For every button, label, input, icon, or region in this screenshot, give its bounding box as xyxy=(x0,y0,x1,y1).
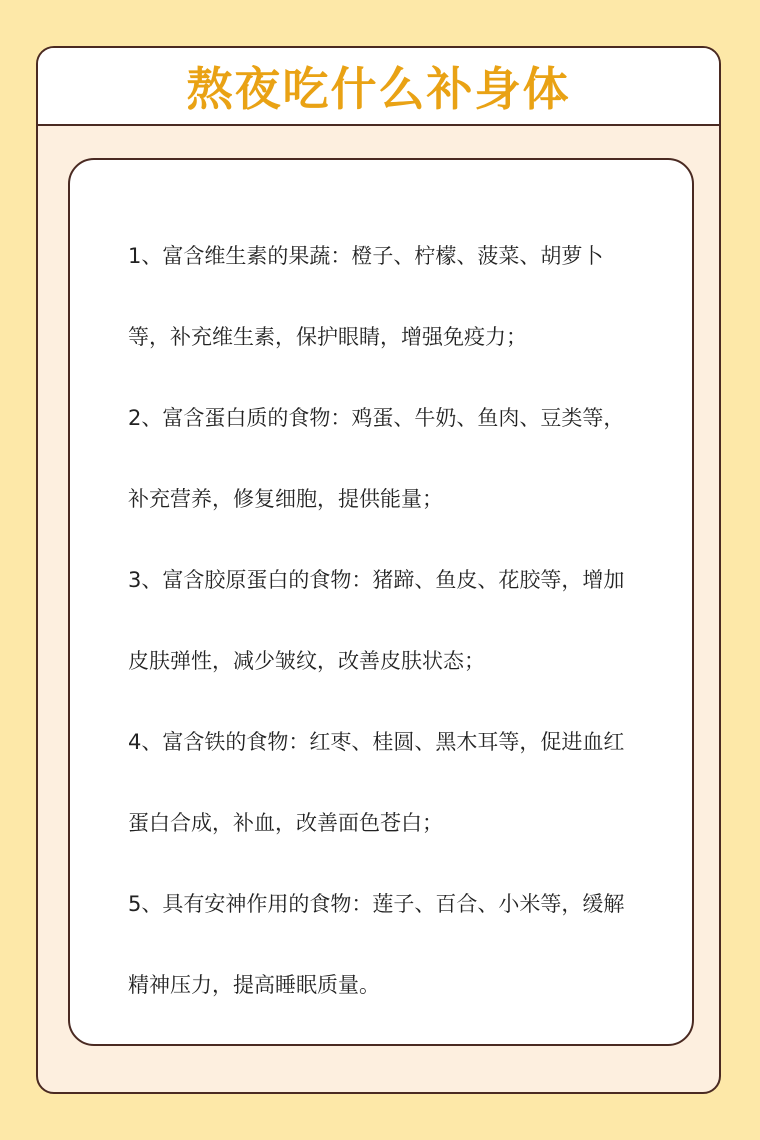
page-title: 熬夜吃什么补身体 xyxy=(186,62,571,116)
header xyxy=(38,48,719,126)
list-item: 2、富含蛋白质的食物：鸡蛋、牛奶、鱼肉、豆类等，补充营养，修复细胞，提供能量； xyxy=(128,406,625,511)
list-item: 1、富含维生素的果蔬：橙子、柠檬、菠菜、胡萝卜等，补充维生素，保护眼睛，增强免疫力； xyxy=(128,244,604,349)
info-card xyxy=(36,46,721,1094)
food-list xyxy=(128,216,628,1026)
list-item: 3、富含胶原蛋白的食物：猪蹄、鱼皮、花胶等，增加皮肤弹性，减少皱纹，改善皮肤状态； xyxy=(128,568,625,673)
list-item: 4、富含铁的食物：红枣、桂圆、黑木耳等，促进血红蛋白合成，补血，改善面色苍白； xyxy=(128,730,625,835)
list-item: 5、具有安神作用的食物：莲子、百合、小米等，缓解精神压力，提高睡眠质量。 xyxy=(128,892,625,997)
content-box xyxy=(68,158,694,1046)
